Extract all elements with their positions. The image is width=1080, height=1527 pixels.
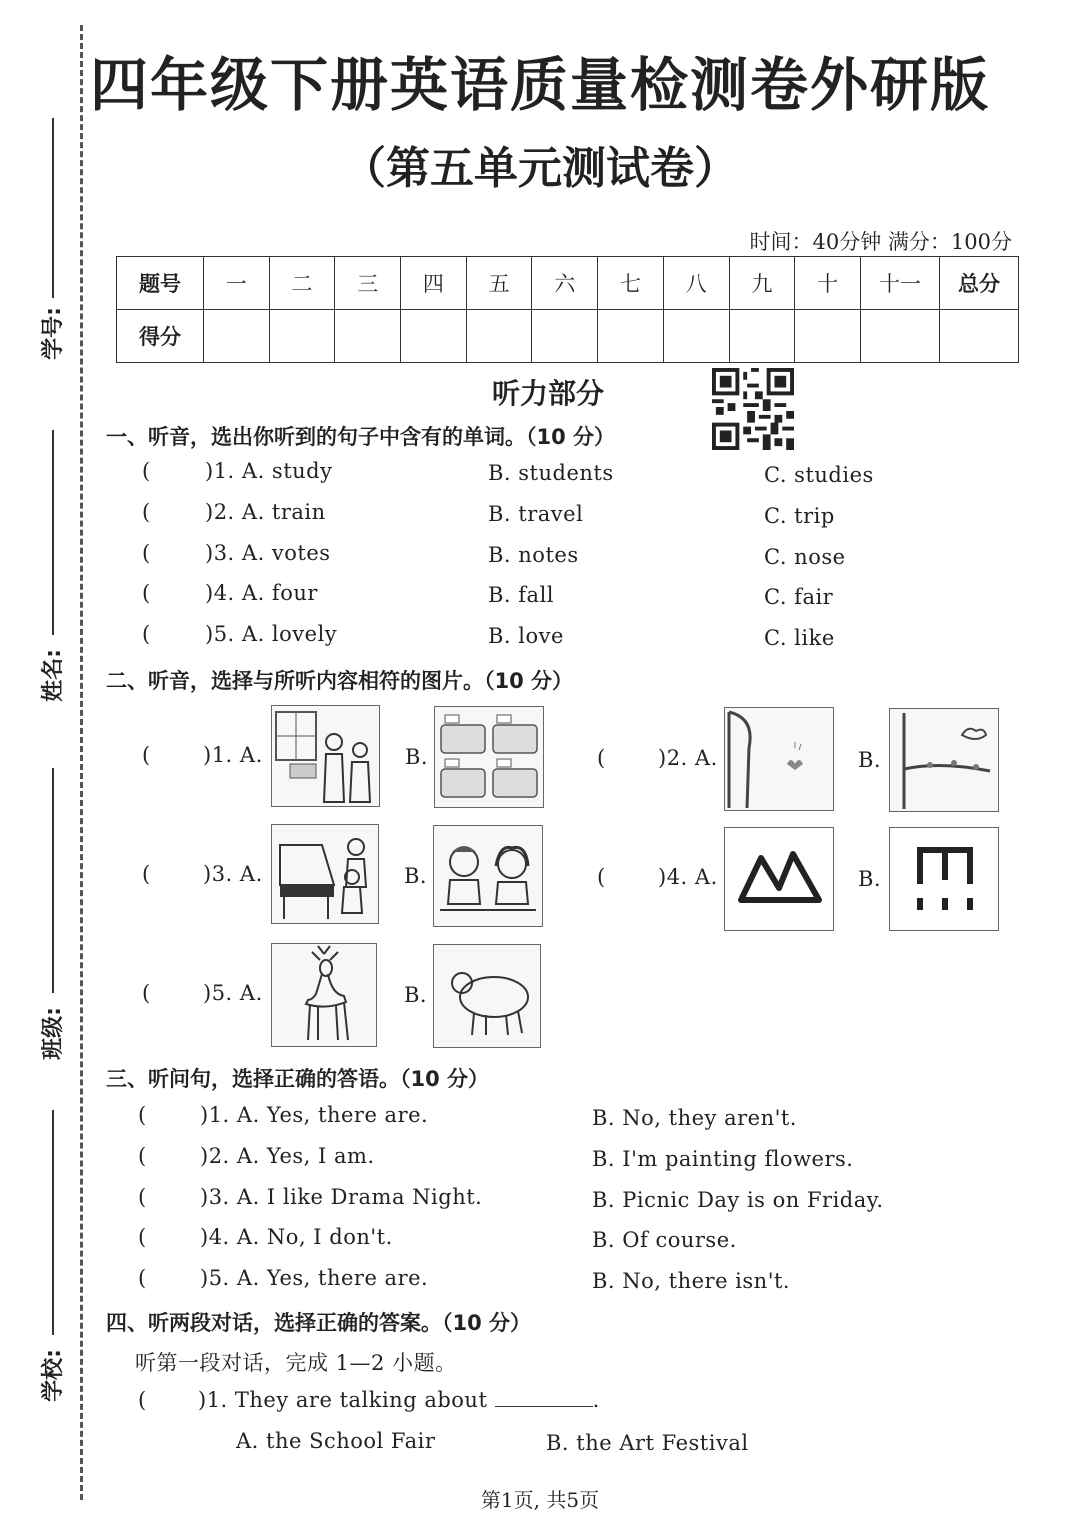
score-value-row: [117, 310, 1019, 363]
score-header-cell: 二: [269, 257, 335, 310]
page-title: 四年级下册英语质量检测卷外研版: [89, 51, 990, 119]
s1-q1-option-a: )1. A. study: [205, 459, 333, 483]
s2-q4-option-b-label: B.: [858, 867, 882, 891]
answer-paren[interactable]: (: [597, 746, 606, 770]
s1-q4-option-a: )4. A. four: [205, 581, 318, 605]
s4-q1-text: )1. They are talking about: [198, 1388, 488, 1412]
score-header-cell: 总分: [940, 257, 1019, 310]
score-header-row: [117, 257, 1019, 310]
answer-paren[interactable]: (: [138, 1225, 147, 1249]
answer-paren[interactable]: (: [597, 865, 606, 889]
s3-q1-option-b: B. No, they aren't.: [592, 1106, 797, 1130]
classroom-students-picture[interactable]: [271, 705, 380, 807]
piano-playing-picture[interactable]: [271, 824, 379, 924]
listening-section-title: 听力部分: [492, 377, 605, 410]
score-header-cell: 十: [795, 257, 861, 310]
s2-q3-option-b-label: B.: [404, 864, 428, 888]
score-header-cell: 十一: [861, 257, 940, 310]
score-header-cell: 六: [532, 257, 598, 310]
section1-heading: 一、听音，选出你听到的句子中含有的单词。（10 分）: [106, 425, 616, 449]
s1-q1-option-b: B. students: [488, 461, 614, 485]
page-footer: 第1页, 共5页: [480, 1488, 600, 1512]
s2-q3-option-a-label: )3. A.: [203, 862, 263, 886]
answer-paren[interactable]: (: [138, 1266, 147, 1290]
s1-q4-option-b: B. fall: [488, 583, 555, 607]
s1-q5-option-a: )5. A. lovely: [205, 622, 338, 646]
section2-heading: 二、听音，选择与所听内容相符的图片。（10 分）: [106, 669, 574, 693]
class-line: [52, 768, 54, 993]
name-label: 姓名:: [40, 649, 66, 702]
school-line: [52, 1110, 54, 1335]
s2-q1-option-a-label: )1. A.: [203, 743, 263, 767]
s1-q1-option-c: C. studies: [764, 463, 874, 487]
score-input-cell[interactable]: [204, 310, 270, 363]
answer-paren[interactable]: (: [138, 1388, 147, 1412]
s3-q2-option-b: B. I'm painting flowers.: [592, 1147, 854, 1171]
time-info: 时间：40分钟 满分：100分: [749, 230, 1012, 254]
score-header-cell: 四: [401, 257, 467, 310]
s1-q4-option-c: C. fair: [764, 585, 834, 609]
score-header-cell: 三: [335, 257, 401, 310]
s2-q2-option-a-label: )2. A.: [658, 746, 718, 770]
score-input-cell[interactable]: [269, 310, 335, 363]
s1-q3-option-a: )3. A. votes: [205, 541, 331, 565]
field-character-picture[interactable]: [889, 827, 999, 931]
score-input-cell[interactable]: [532, 310, 598, 363]
sheep-picture[interactable]: [433, 944, 541, 1048]
score-input-cell[interactable]: [401, 310, 467, 363]
s3-q5-option-b: B. No, there isn't.: [592, 1269, 791, 1293]
s4-q1-option-b: B. the Art Festival: [546, 1431, 749, 1455]
s3-q3-option-a: )3. A. I like Drama Night.: [200, 1185, 483, 1209]
answer-paren[interactable]: (: [138, 1144, 147, 1168]
s1-q3-option-b: B. notes: [488, 543, 579, 567]
answer-paren[interactable]: (: [142, 743, 151, 767]
deer-picture[interactable]: [271, 943, 377, 1047]
answer-paren[interactable]: (: [142, 981, 151, 1005]
s4-intro: 听第一段对话，完成 1—2 小题。: [135, 1351, 457, 1375]
s1-q5-option-c: C. like: [764, 626, 835, 650]
score-header-cell: 五: [466, 257, 532, 310]
s3-q4-option-a: )4. A. No, I don't.: [200, 1225, 393, 1249]
s4-q1-stem: [198, 1388, 600, 1412]
answer-paren[interactable]: (: [142, 459, 151, 483]
s1-q2-option-a: )2. A. train: [205, 500, 326, 524]
answer-paren[interactable]: (: [142, 500, 151, 524]
score-input-cell[interactable]: [729, 310, 795, 363]
school-label: 学校:: [40, 1349, 66, 1402]
tree-branch-bird-picture[interactable]: [889, 708, 999, 812]
answer-blank[interactable]: [495, 1388, 593, 1407]
answer-paren[interactable]: (: [142, 862, 151, 886]
score-input-cell[interactable]: [663, 310, 729, 363]
section4-heading: 四、听两段对话，选择正确的答案。（10 分）: [106, 1311, 532, 1335]
answer-paren[interactable]: (: [138, 1103, 147, 1127]
s3-q1-option-a: )1. A. Yes, there are.: [200, 1103, 429, 1127]
s3-q2-option-a: )2. A. Yes, I am.: [200, 1144, 375, 1168]
s2-q1-option-b-label: B.: [405, 745, 429, 769]
mountain-character-picture[interactable]: [724, 827, 834, 931]
score-header-cell: 七: [598, 257, 664, 310]
section3-heading: 三、听问句，选择正确的答语。（10 分）: [106, 1067, 490, 1091]
qr-code-icon[interactable]: [712, 368, 794, 450]
s2-q5-option-b-label: B.: [404, 983, 428, 1007]
page-subtitle: （第五单元测试卷）: [342, 143, 738, 194]
score-input-cell[interactable]: [940, 310, 1019, 363]
score-input-cell[interactable]: [466, 310, 532, 363]
s2-q2-option-b-label: B.: [858, 748, 882, 772]
tree-sprout-picture[interactable]: [724, 707, 834, 811]
binding-dashed-line: [80, 25, 83, 1500]
s4-q1-period: .: [592, 1388, 600, 1412]
name-line: [52, 430, 54, 635]
s4-q1-option-a: A. the School Fair: [236, 1429, 436, 1453]
s1-q2-option-c: C. trip: [764, 504, 835, 528]
answer-paren[interactable]: (: [142, 541, 151, 565]
s1-q2-option-b: B. travel: [488, 502, 584, 526]
s3-q4-option-b: B. Of course.: [592, 1228, 737, 1252]
score-header-cell: 题号: [117, 257, 204, 310]
s3-q3-option-b: B. Picnic Day is on Friday.: [592, 1188, 884, 1212]
s1-q3-option-c: C. nose: [764, 545, 846, 569]
score-input-cell[interactable]: [861, 310, 940, 363]
score-header-cell: 八: [663, 257, 729, 310]
s1-q5-option-b: B. love: [488, 624, 564, 648]
s3-q5-option-a: )5. A. Yes, there are.: [200, 1266, 429, 1290]
s2-q5-option-a-label: )5. A.: [203, 981, 263, 1005]
answer-paren[interactable]: (: [142, 622, 151, 646]
answer-paren[interactable]: (: [142, 581, 151, 605]
score-header-cell: 九: [729, 257, 795, 310]
score-input-cell[interactable]: [795, 310, 861, 363]
two-children-writing-picture[interactable]: [433, 825, 543, 927]
student-id-label: 学号:: [40, 307, 66, 360]
score-input-cell[interactable]: [598, 310, 664, 363]
score-table: [116, 256, 1019, 363]
s2-q4-option-a-label: )4. A.: [658, 865, 718, 889]
score-input-cell[interactable]: [335, 310, 401, 363]
score-header-cell: 一: [204, 257, 270, 310]
class-label: 班级:: [40, 1007, 66, 1060]
score-label-cell: 得分: [117, 310, 204, 363]
school-fair-stalls-picture[interactable]: [434, 706, 544, 808]
answer-paren[interactable]: (: [138, 1185, 147, 1209]
